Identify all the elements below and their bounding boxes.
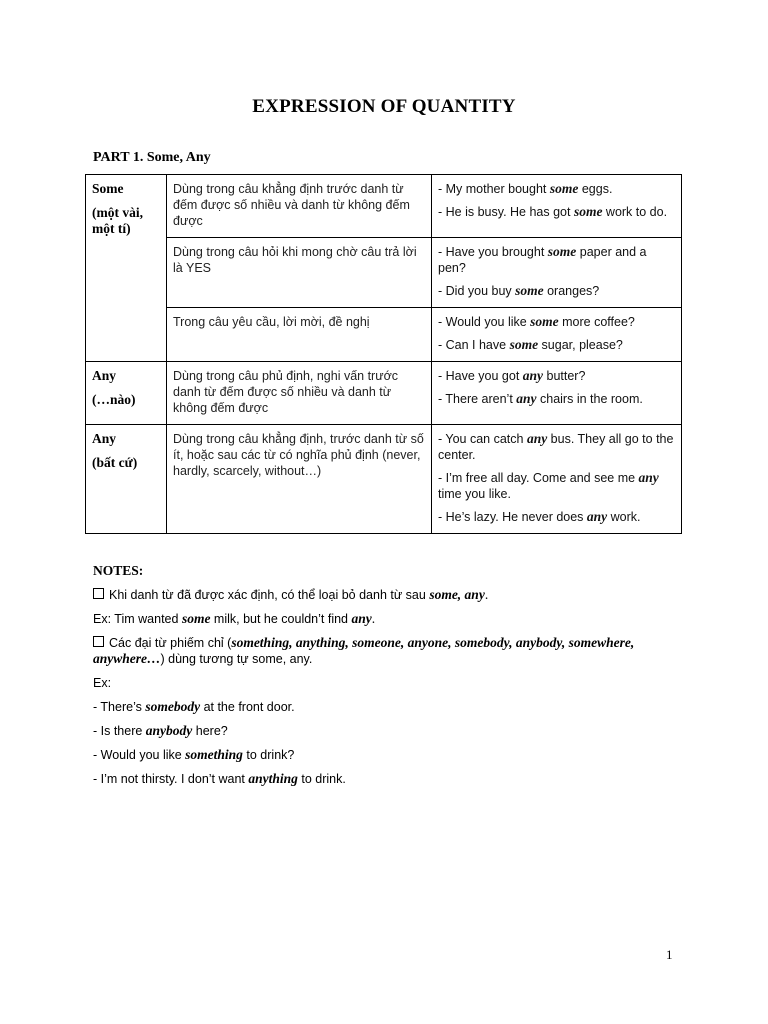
page-title: EXPRESSION OF QUANTITY xyxy=(252,96,516,117)
notes-section xyxy=(93,563,693,795)
usage-cell: Dùng trong câu khẳng định, trước danh từ số ít, hoặc sau các từ có nghĩa phủ định (never, hardly, scarcely, without…) xyxy=(167,425,432,534)
examples-cell xyxy=(432,308,682,362)
table-row xyxy=(86,238,682,308)
note-item: Các đại từ phiếm chỉ (something, anything, someone, anyone, somebody, anybody, somewhere, anywhere…) dùng tương tự some, any. xyxy=(93,635,635,666)
example-line: - He is busy. He has got some work to do. xyxy=(438,204,668,219)
note-example: - I’m not thirsty. I don’t want anything to drink. xyxy=(93,771,346,786)
example-line: - Would you like some more coffee? xyxy=(438,314,635,329)
examples-cell xyxy=(432,238,682,308)
term-meaning: (…nào) xyxy=(92,392,136,407)
note-example: - Is there anybody here? xyxy=(93,723,228,738)
table-row xyxy=(86,308,682,362)
usage-cell: Dùng trong câu hỏi khi mong chờ câu trả lời là YES xyxy=(167,238,432,308)
section-heading: PART 1. Some, Any xyxy=(93,150,211,165)
examples-cell xyxy=(432,175,682,238)
note-example: - Would you like something to drink? xyxy=(93,747,295,762)
term-cell xyxy=(86,425,167,534)
note-example: Ex: Tim wanted some milk, but he couldn’t find any. xyxy=(93,611,376,626)
usage-cell: Trong câu yêu cầu, lời mời, đề nghị xyxy=(167,308,432,362)
table-row xyxy=(86,425,682,534)
term-cell xyxy=(86,175,167,362)
examples-cell xyxy=(432,362,682,425)
table-row xyxy=(86,362,682,425)
notes-heading: NOTES: xyxy=(93,563,144,578)
term-meaning: (bất cứ) xyxy=(92,455,138,470)
page-number: 1 xyxy=(666,947,673,962)
example-line: - There aren’t any chairs in the room. xyxy=(438,391,643,406)
term-cell xyxy=(86,362,167,425)
example-line: - Have you got any butter? xyxy=(438,368,586,383)
example-line: - Did you buy some oranges? xyxy=(438,283,600,298)
checkbox-icon xyxy=(93,636,104,647)
usage-cell: Dùng trong câu khẳng định trước danh từ đếm được số nhiều và danh từ không đếm được xyxy=(167,175,432,238)
note-item: Khi danh từ đã được xác định, có thể loại bỏ danh từ sau some, any. xyxy=(93,587,693,603)
example-line: - He’s lazy. He never does any work. xyxy=(438,509,641,524)
term-meaning: (một vài, một tí) xyxy=(92,205,143,236)
example-line: - My mother bought some eggs. xyxy=(438,181,613,196)
term-label: Some xyxy=(92,181,124,196)
note-example-label: Ex: xyxy=(93,676,112,690)
example-line: - I’m free all day. Come and see me any time you like. xyxy=(438,470,659,501)
note-example: - There’s somebody at the front door. xyxy=(93,699,295,714)
example-line: - Can I have some sugar, please? xyxy=(438,337,623,352)
term-label: Any xyxy=(92,431,117,446)
term-label: Any xyxy=(92,368,117,383)
examples-cell xyxy=(432,425,682,534)
usage-cell: Dùng trong câu phủ định, nghi vấn trước danh từ đếm được số nhiều và danh từ không đếm được xyxy=(167,362,432,425)
example-line: - You can catch any bus. They all go to the center. xyxy=(438,431,674,462)
example-line: - Have you brought some paper and a pen? xyxy=(438,244,647,275)
checkbox-icon xyxy=(93,588,104,599)
table-row xyxy=(86,175,682,238)
quantity-table xyxy=(85,174,682,534)
